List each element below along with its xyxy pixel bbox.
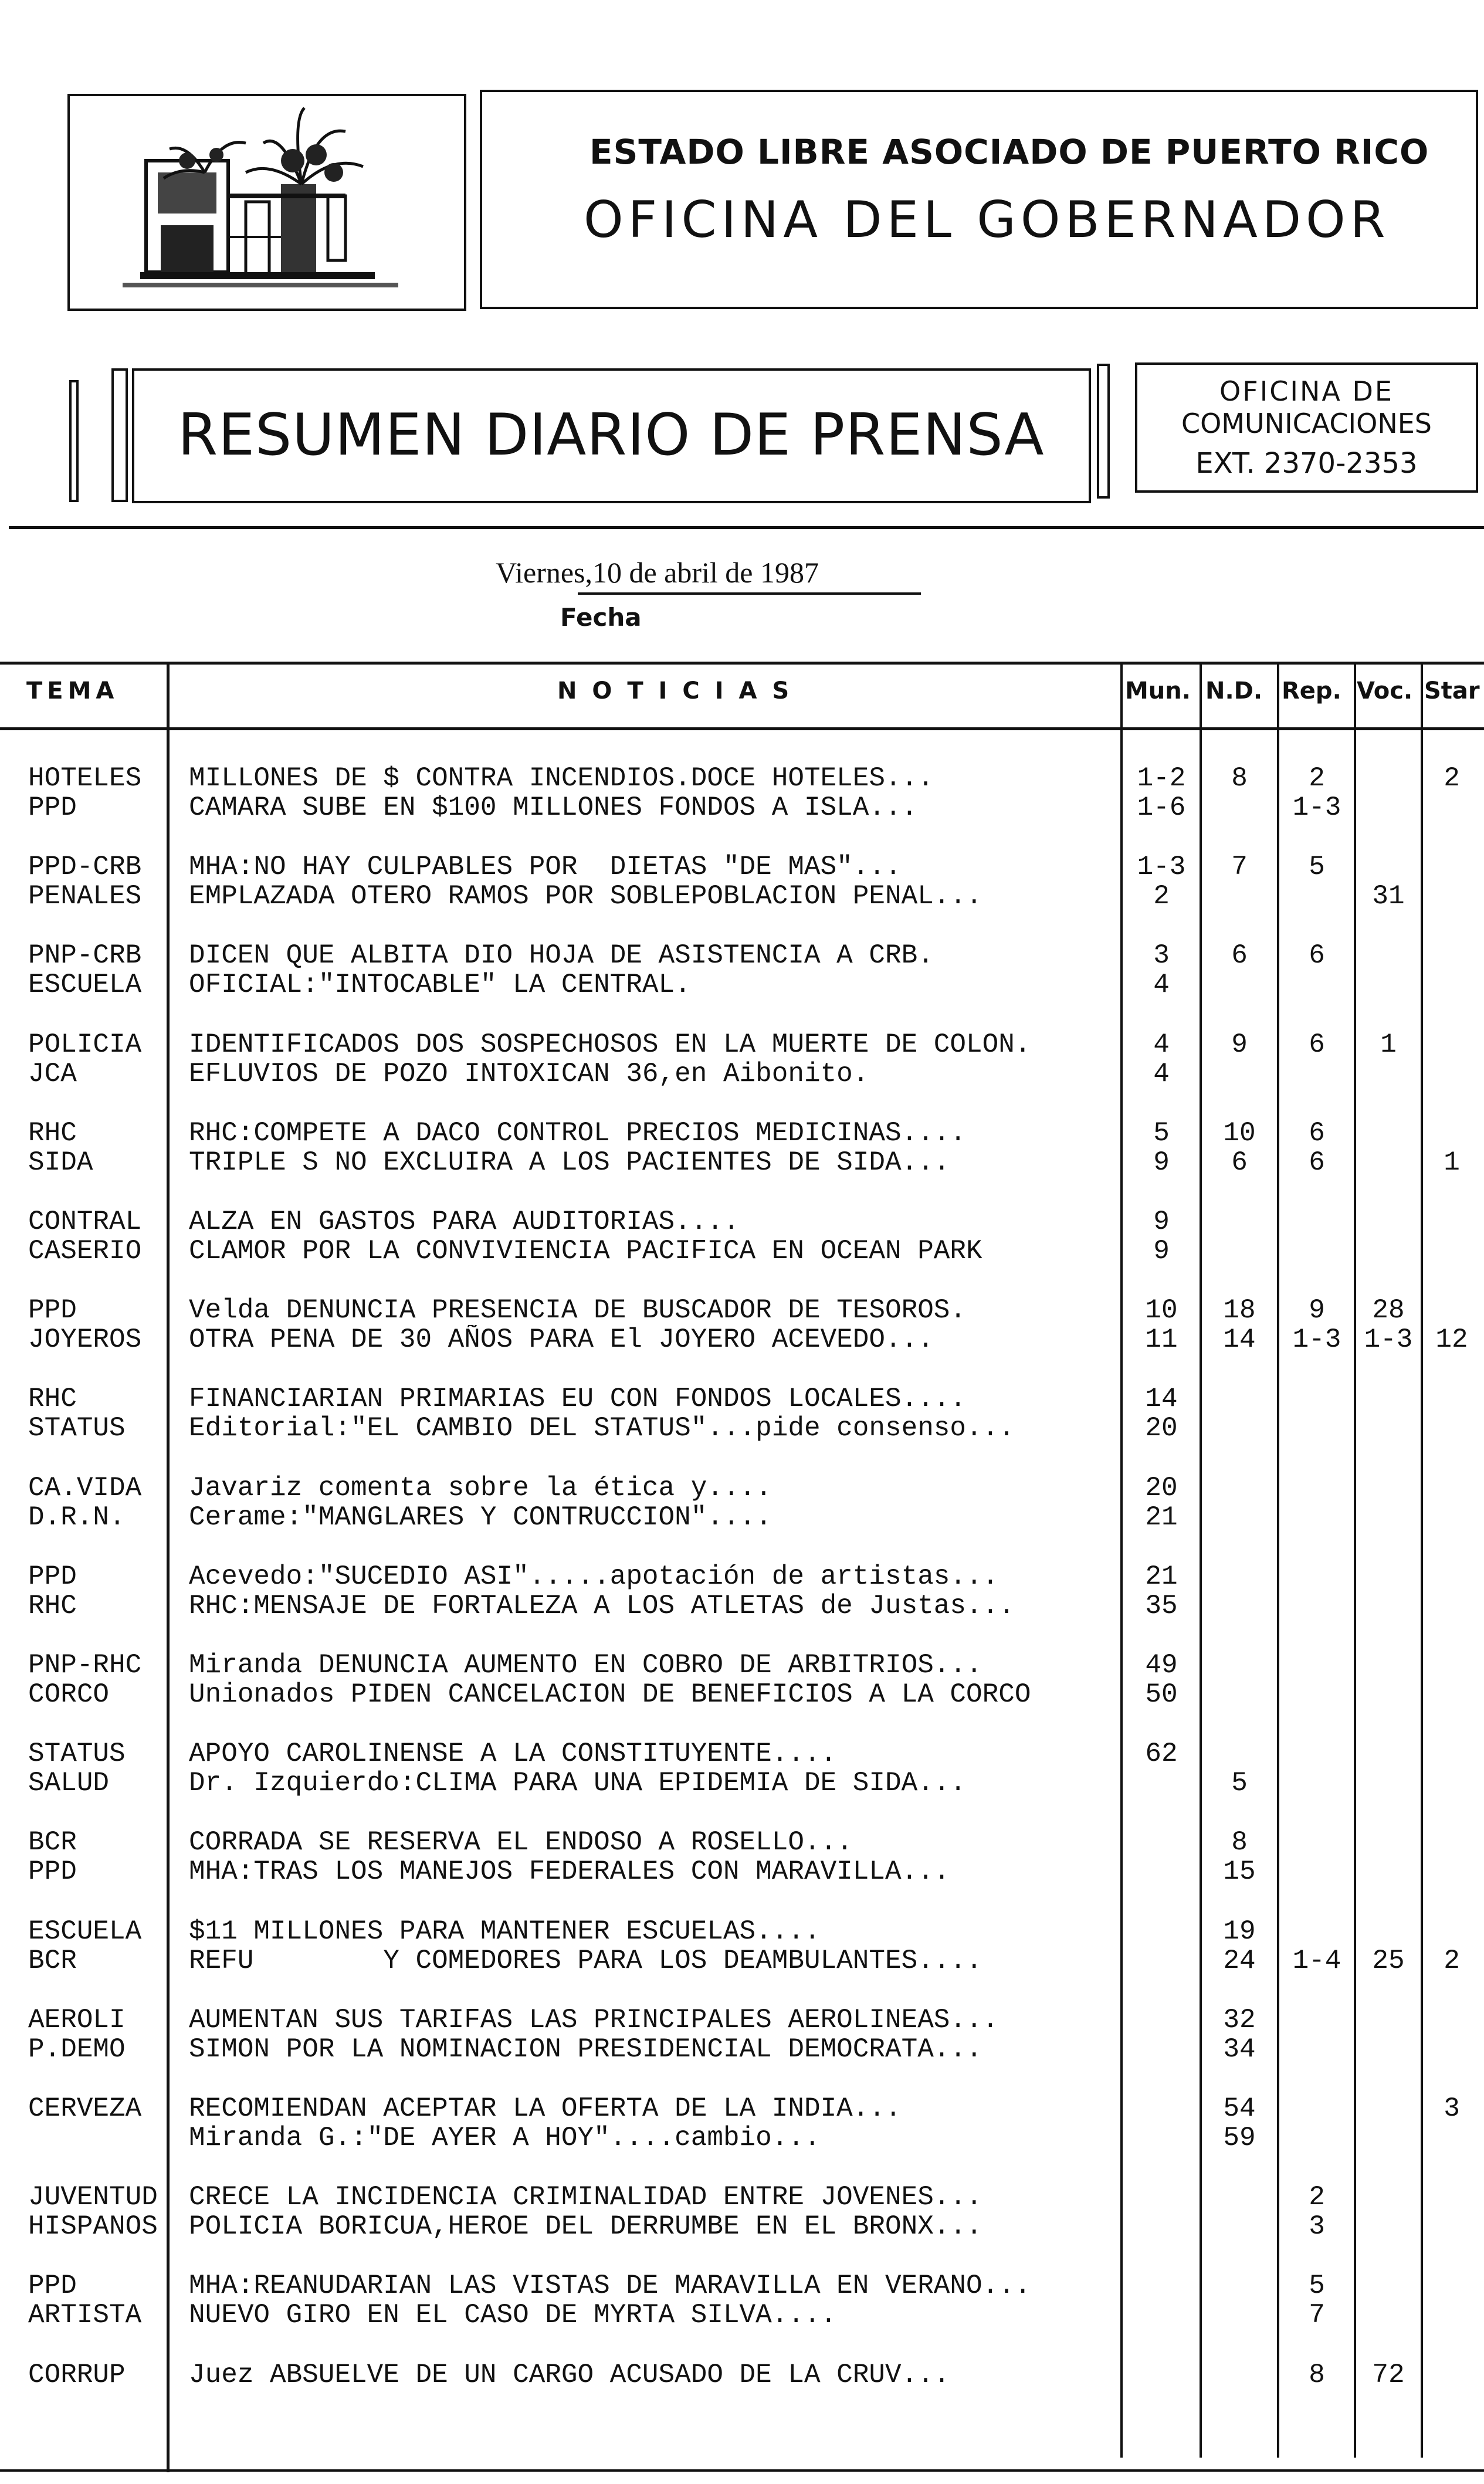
row-mun-2: 35 [1145,1590,1178,1621]
row-tema-1: RHC [28,1384,77,1414]
row-noticia-1: Javariz comenta sobre la ética y.... [189,1473,772,1503]
row-nd-1: 32 [1223,2004,1256,2035]
row-voc-2: 31 [1372,881,1405,912]
table-bottom-rule [0,2469,1484,2472]
row-tema-2: ARTISTA [28,2300,142,2330]
oficina-line2: COMUNICACIONES [1181,408,1432,439]
governor-mansion-logo [70,96,464,309]
row-mun-1: 10 [1145,1295,1178,1326]
row-noticia-1: $11 MILLONES PARA MANTENER ESCUELAS.... [189,1916,821,1946]
row-noticia-1: MHA:NO HAY CULPABLES POR DIETAS "DE MAS"... [189,852,902,882]
table-row [0,1917,1484,1975]
table-header-rule [0,727,1484,730]
row-noticia-1: Miranda DENUNCIA AUMENTO EN COBRO DE ARBITRIOS... [189,1651,982,1680]
table-row [0,1739,1484,1798]
row-mun-1: 49 [1145,1650,1178,1680]
row-nd-2: 15 [1223,1856,1256,1887]
row-tema-1: BCR [28,1828,77,1858]
row-tema-2: ESCUELA [28,970,142,1000]
row-noticia-1: RECOMIENDAN ACEPTAR LA OFERTA DE LA INDIA... [189,2094,902,2123]
row-rep-2: 3 [1309,2211,1325,2242]
row-noticia-1: AUMENTAN SUS TARIFAS LAS PRINCIPALES AEROLINEAS... [189,2005,999,2035]
table-row [0,1296,1484,1354]
col-header-rep: Rep. [1282,677,1341,704]
row-noticia-2: EMPLAZADA OTERO RAMOS POR SOBLEPOBLACION PENAL... [189,882,982,911]
row-mun-1: 20 [1145,1472,1178,1503]
table-row [0,2360,1484,2419]
row-noticia-2: EFLUVIOS DE POZO INTOXICAN 36,en Aibonito. [189,1059,869,1089]
row-tema-1: HOTELES [28,764,142,793]
row-star-2: 1 [1444,1147,1460,1178]
row-tema-1: PNP-RHC [28,1651,142,1680]
row-star-1: 3 [1444,2093,1460,2124]
row-voc-1: 1 [1380,1029,1397,1060]
row-nd-1: 19 [1223,1916,1256,1947]
header-line2: OFICINA DEL GOBERNADOR [584,191,1390,249]
oficina-line3: EXT. 2370-2353 [1195,447,1418,480]
row-mun-1: 3 [1153,940,1170,971]
row-voc-1: 28 [1372,1295,1405,1326]
resumen-bar-left-2 [111,368,128,502]
header-divider [9,526,1484,529]
table-row [0,1651,1484,1709]
row-voc-1: 72 [1372,2359,1405,2390]
row-tema-2: P.DEMO [28,2034,126,2064]
row-noticia-2: Cerame:"MANGLARES Y CONTRUCCION".... [189,1502,772,1532]
row-noticia-2: TRIPLE S NO EXCLUIRA A LOS PACIENTES DE SIDA... [189,1147,950,1177]
row-nd-2: 34 [1223,2034,1256,2065]
row-noticia-1: DICEN QUE ALBITA DIO HOJA DE ASISTENCIA A CRB. [189,941,934,971]
row-voc-2: 25 [1372,1945,1405,1976]
row-noticia-2: OFICIAL:"INTOCABLE" LA CENTRAL. [189,970,691,1000]
row-noticia-1: CORRADA SE RESERVA EL ENDOSO A ROSELLO... [189,1828,853,1858]
row-tema-1: RHC [28,1118,77,1148]
row-mun-1: 21 [1145,1561,1178,1592]
row-rep-1: 9 [1309,1295,1325,1326]
table-row [0,2094,1484,2153]
row-tema-2: D.R.N. [28,1502,126,1532]
row-mun-1: 62 [1145,1739,1178,1770]
row-noticia-1: RHC:COMPETE A DACO CONTROL PRECIOS MEDICINAS.... [189,1118,967,1148]
row-tema-2: CASERIO [28,1236,142,1266]
row-tema-2: PENALES [28,882,142,911]
row-mun-2: 9 [1153,1236,1170,1266]
row-tema-2: PPD [28,1857,77,1887]
row-noticia-2: POLICIA BORICUA,HEROE DEL DERRUMBE EN EL BRONX... [189,2212,982,2242]
col-header-tema: TEMA [26,677,119,704]
row-mun-2: 4 [1153,970,1170,1001]
date-underline [578,592,921,595]
row-tema-1: PNP-CRB [28,941,142,971]
col-header-nd: N.D. [1205,677,1263,704]
row-mun-1: 5 [1153,1117,1170,1148]
row-tema-1: POLICIA [28,1029,142,1059]
table-row [0,1828,1484,1886]
resumen-bar-left-1 [69,380,79,502]
table-row [0,1473,1484,1532]
row-rep-1: 5 [1309,852,1325,883]
table-row [0,2005,1484,2064]
row-nd-1: 8 [1231,1827,1248,1858]
row-noticia-2: CLAMOR POR LA CONVIVIENCIA PACIFICA EN OCEAN PARK [189,1236,982,1266]
row-rep-1: 2 [1309,2182,1325,2213]
row-rep-2: 6 [1309,1147,1325,1178]
table-row [0,941,1484,999]
row-mun-1: 9 [1153,1207,1170,1237]
row-noticia-2: Unionados PIDEN CANCELACION DE BENEFICIOS A LA CORCO [189,1680,1031,1709]
row-rep-2: 1-3 [1292,1324,1341,1355]
row-nd-1: 6 [1231,940,1248,971]
row-star-2: 2 [1444,1945,1460,1976]
row-tema-1: CONTRAL [28,1207,142,1236]
row-noticia-2: Miranda G.:"DE AYER A HOY"....cambio... [189,2123,821,2153]
row-nd-2: 14 [1223,1324,1256,1355]
col-header-star: Star [1424,677,1480,704]
row-tema-2: JOYEROS [28,1325,142,1355]
row-tema-2: BCR [28,1946,77,1975]
table-row [0,852,1484,911]
table-row [0,1562,1484,1621]
col-header-noticias: N O T I C I A S [557,677,793,704]
row-mun-1: 14 [1145,1384,1178,1415]
row-nd-1: 9 [1231,1029,1248,1060]
row-tema-1: AEROLI [28,2005,126,2035]
row-noticia-2: RHC:MENSAJE DE FORTALEZA A LOS ATLETAS de Justas... [189,1591,1015,1621]
table-row [0,1119,1484,1177]
row-star-2: 12 [1435,1324,1468,1355]
row-mun-2: 20 [1145,1413,1178,1444]
row-noticia-2: Editorial:"EL CAMBIO DEL STATUS"...pide consenso... [189,1414,1015,1443]
row-mun-1: 1-3 [1137,852,1186,883]
row-tema-1: PPD-CRB [28,852,142,882]
row-noticia-1: MHA:REANUDARIAN LAS VISTAS DE MARAVILLA EN VERANO... [189,2271,1031,2301]
row-tema-1: CA.VIDA [28,1473,142,1503]
table-top-rule [0,662,1484,665]
resumen-title: RESUMEN DIARIO DE PRENSA [178,402,1045,469]
row-noticia-1: FINANCIARIAN PRIMARIAS EU CON FONDOS LOCALES.... [189,1384,967,1414]
row-noticia-1: IDENTIFICADOS DOS SOSPECHOSOS EN LA MUERTE DE COLON. [189,1029,1031,1059]
row-tema-2: SIDA [28,1147,93,1177]
table-row [0,2183,1484,2241]
row-noticia-1: Acevedo:"SUCEDIO ASI".....apotación de artistas... [189,1561,999,1591]
row-tema-2: PPD [28,793,77,822]
row-tema-2: JCA [28,1059,77,1089]
row-noticia-2: NUEVO GIRO EN EL CASO DE MYRTA SILVA.... [189,2300,837,2330]
row-mun-2: 21 [1145,1502,1178,1533]
row-tema-2: HISPANOS [28,2212,158,2242]
date-label: Fecha [560,603,642,632]
row-nd-1: 8 [1231,763,1248,794]
row-rep-2: 1-3 [1292,792,1341,823]
row-mun-1: 1-2 [1137,763,1186,794]
row-rep-1: 6 [1309,1029,1325,1060]
row-noticia-1: ALZA EN GASTOS PARA AUDITORIAS.... [189,1207,740,1236]
row-nd-1: 7 [1231,852,1248,883]
row-tema-1: CORRUP [28,2360,126,2390]
row-nd-1: 10 [1223,1117,1256,1148]
row-mun-2: 4 [1153,1058,1170,1089]
row-rep-1: 2 [1309,763,1325,794]
row-noticia-1: Juez ABSUELVE DE UN CARGO ACUSADO DE LA CRUV... [189,2360,950,2390]
row-nd-1: 18 [1223,1295,1256,1326]
row-rep-1: 6 [1309,940,1325,971]
row-tema-2: RHC [28,1591,77,1621]
row-star-1: 2 [1444,763,1460,794]
row-noticia-2: Dr. Izquierdo:CLIMA PARA UNA EPIDEMIA DE SIDA... [189,1768,967,1798]
row-voc-2: 1-3 [1364,1324,1413,1355]
row-noticia-2: CAMARA SUBE EN $100 MILLONES FONDOS A ISLA... [189,793,918,822]
row-tema-1: PPD [28,2271,77,2301]
row-tema-1: PPD [28,1296,77,1326]
row-rep-2: 1-4 [1292,1945,1341,1976]
row-tema-1: ESCUELA [28,1916,142,1946]
row-noticia-1: MILLONES DE $ CONTRA INCENDIOS.DOCE HOTELES... [189,764,934,793]
row-nd-2: 5 [1231,1768,1248,1799]
row-nd-1: 54 [1223,2093,1256,2124]
row-mun-1: 4 [1153,1029,1170,1060]
row-rep-1: 8 [1309,2359,1325,2390]
row-rep-1: 6 [1309,1117,1325,1148]
resumen-bar-right [1097,364,1110,499]
row-tema-1: STATUS [28,1739,126,1769]
row-tema-1: CERVEZA [28,2094,142,2123]
row-noticia-2: OTRA PENA DE 30 AÑOS PARA El JOYERO ACEVEDO... [189,1325,934,1355]
table-row [0,1030,1484,1089]
header-line1: ESTADO LIBRE ASOCIADO DE PUERTO RICO [589,132,1429,172]
row-mun-2: 9 [1153,1147,1170,1178]
row-mun-2: 2 [1153,881,1170,912]
row-tema-2: SALUD [28,1768,110,1798]
row-tema-1: PPD [28,1561,77,1591]
row-tema-2: STATUS [28,1414,126,1443]
row-tema-2: CORCO [28,1680,110,1709]
row-noticia-2: MHA:TRAS LOS MANEJOS FEDERALES CON MARAVILLA... [189,1857,950,1887]
row-nd-2: 6 [1231,1147,1248,1178]
table-row [0,2271,1484,2330]
row-noticia-2: SIMON POR LA NOMINACION PRESIDENCIAL DEMOCRATA... [189,2034,982,2064]
row-mun-2: 11 [1145,1324,1178,1355]
row-rep-2: 7 [1309,2300,1325,2331]
row-noticia-1: Velda DENUNCIA PRESENCIA DE BUSCADOR DE TESOROS. [189,1296,967,1326]
table-row [0,1207,1484,1266]
row-noticia-1: CRECE LA INCIDENCIA CRIMINALIDAD ENTRE JOVENES... [189,2183,982,2212]
row-mun-2: 1-6 [1137,792,1186,823]
row-mun-2: 50 [1145,1679,1178,1710]
row-noticia-1: APOYO CAROLINENSE A LA CONSTITUYENTE.... [189,1739,837,1769]
col-header-voc: Voc. [1357,677,1413,704]
row-nd-2: 24 [1223,1945,1256,1976]
col-header-mun: Mun. [1125,677,1191,704]
oficina-line1: OFICINA DE [1219,375,1394,407]
logo-box [67,94,466,311]
row-nd-2: 59 [1223,2123,1256,2153]
row-rep-1: 5 [1309,2270,1325,2302]
table-row [0,764,1484,822]
row-tema-1: JUVENTUD [28,2183,158,2212]
table-row [0,1384,1484,1443]
row-noticia-2: REFU Y COMEDORES PARA LOS DEAMBULANTES.... [189,1946,982,1975]
date-value: Viernes,10 de abril de 1987 [496,556,819,589]
